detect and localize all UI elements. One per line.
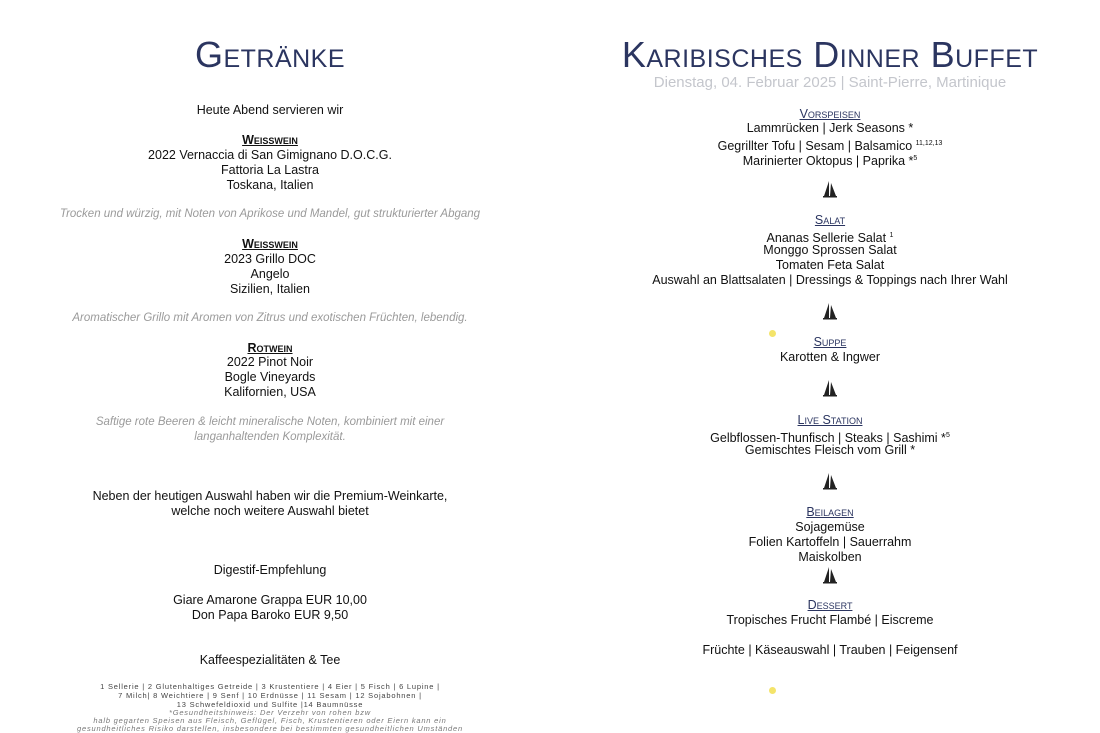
vorspeisen-item-2: Gegrillter Tofu | Sesam | Balsamico $^{11,12,13}$ — [717, 139, 943, 154]
vorspeisen-item-1: Lammrücken | Jerk Seasons * — [746, 121, 914, 135]
beilagen-item-1: Sojagemüse — [795, 520, 865, 534]
vorspeisen-item-3: Marinierter Oktopus | Paprika *$^5$ — [742, 154, 918, 169]
health-note-1: *Gesundheitshinweis: Der Verzehr von rohen bzw — [168, 708, 372, 717]
section-salat-heading: Salat — [814, 213, 846, 227]
wine-2-note: Aromatischer Grillo mit Aromen von Zitrus und exotischen Früchten, lebendig. — [72, 312, 468, 324]
sail-logo-icon — [560, 302, 1100, 320]
salat-item-4: Auswahl an Blattsalaten | Dressings & Toppings nach Ihrer Wahl — [652, 273, 1008, 287]
premium-line-1: Neben der heutigen Auswahl haben wir die Premium-Weinkarte, — [92, 489, 448, 503]
drinks-title: Getränke — [194, 34, 346, 75]
section-vorspeisen-heading: Vorspeisen — [799, 107, 861, 121]
digestif-title: Digestif-Empfehlung — [213, 563, 327, 577]
wine-3-note-line2: langanhaltenden Komplexität. — [194, 431, 346, 443]
wine-3-type: Rotwein — [247, 341, 293, 355]
buffet-subtitle: Dienstag, 04. Februar 2025 | Saint-Pierre, Martinique — [653, 74, 1007, 91]
buffet-page — [560, 0, 1100, 733]
wine-3-name: 2022 Pinot Noir — [226, 355, 314, 369]
coffee-line: Kaffeespezialitäten & Tee — [199, 653, 341, 667]
section-suppe-heading: Suppe — [813, 335, 847, 349]
sail-logo-icon — [560, 180, 1100, 198]
wine-3-origin: Kalifornien, USA — [224, 385, 316, 399]
section-dessert-heading: Dessert — [807, 598, 853, 612]
allergens-line-1: 1 Sellerie | 2 Glutenhaltiges Getreide | 3 Krustentiere | 4 Eier | 5 Fisch | 6 Lupine | — [100, 682, 440, 691]
buffet-title: Karibisches Dinner Buffet — [621, 34, 1039, 75]
health-note-2: halb gegarten Speisen aus Fleisch, Geflügel, Fisch, Krustentieren oder Eiern kann ein — [93, 716, 447, 725]
wine-2-origin: Sizilien, Italien — [230, 282, 310, 296]
digestif-item-1: Giare Amarone Grappa EUR 10,00 — [173, 593, 367, 607]
salat-item-2: Monggo Sprossen Salat — [763, 243, 897, 257]
beilagen-item-2: Folien Kartoffeln | Sauerrahm — [748, 535, 912, 549]
sail-logo-icon — [560, 566, 1100, 584]
wine-2-name: 2023 Grillo DOC — [224, 252, 316, 266]
allergens-line-2: 7 Milch| 8 Weichtiere | 9 Senf | 10 Erdnüsse | 11 Sesam | 12 Sojabohnen | — [118, 691, 422, 700]
suppe-item-1: Karotten & Ingwer — [779, 350, 881, 364]
wine-1-name: 2022 Vernaccia di San Gimignano D.O.C.G. — [148, 148, 392, 162]
sail-logo-icon — [560, 472, 1100, 490]
wine-3-note-line1: Saftige rote Beeren & leicht mineralische Noten, kombiniert mit einer — [95, 416, 445, 428]
salat-item-1: Ananas Sellerie Salat $^1$ — [766, 231, 894, 246]
wine-1-producer: Fattoria La Lastra — [221, 163, 319, 177]
decor-dot — [769, 330, 776, 337]
drinks-page — [0, 0, 540, 733]
live-item-1: Gelbflossen-Thunfisch | Steaks | Sashimi *$^5$ — [710, 431, 950, 446]
dessert-item-2: Früchte | Käseauswahl | Trauben | Feigensenf — [702, 643, 958, 657]
wine-3-producer: Bogle Vineyards — [224, 370, 316, 384]
decor-dot — [769, 687, 776, 694]
wine-1-type: Weißwein — [242, 133, 298, 147]
allergens-line-3: 13 Schwefeldioxid und Sulfite |14 Baumnüsse — [176, 700, 364, 709]
wine-2-producer: Angelo — [250, 267, 290, 281]
health-note-3: gesundheitliches Risiko darstellen, insbesondere bei bestimmten gesundheitlichen Umständen — [77, 724, 463, 733]
dessert-item-1: Tropisches Frucht Flambé | Eiscreme — [726, 613, 934, 627]
premium-line-2: welche noch weitere Auswahl bietet — [171, 504, 369, 518]
section-live-heading: Live Station — [797, 413, 863, 427]
live-item-2: Gemischtes Fleisch vom Grill * — [744, 443, 916, 457]
beilagen-item-3: Maiskolben — [798, 550, 862, 564]
salat-item-3: Tomaten Feta Salat — [775, 258, 885, 272]
digestif-item-2: Don Papa Baroko EUR 9,50 — [191, 608, 349, 622]
wine-1-origin: Toskana, Italien — [226, 178, 314, 192]
wine-2-type: Weißwein — [242, 237, 298, 251]
intro-text: Heute Abend servieren wir — [196, 103, 344, 117]
section-beilagen-heading: Beilagen — [806, 505, 854, 519]
sail-logo-icon — [560, 379, 1100, 397]
wine-1-note: Trocken und würzig, mit Noten von Aprikose und Mandel, gut strukturierter Abgang — [59, 208, 481, 220]
